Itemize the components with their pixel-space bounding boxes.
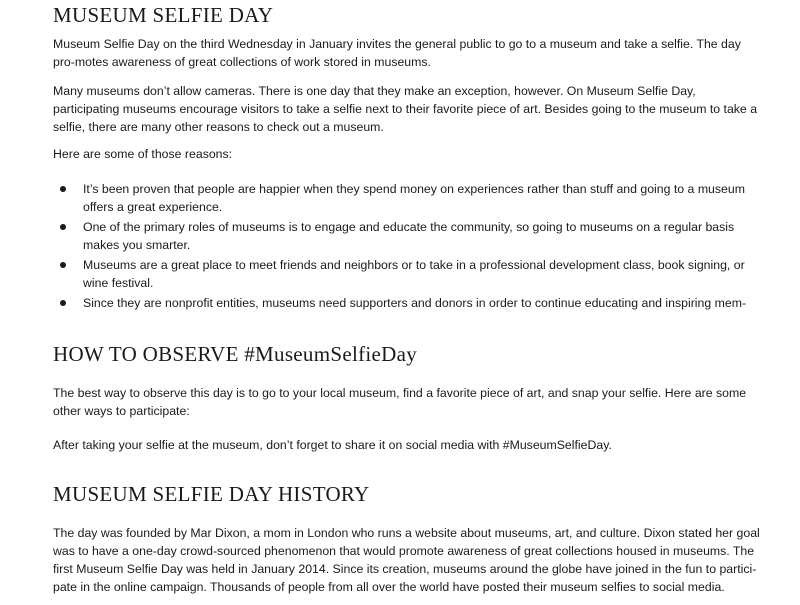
history-paragraph: The day was founded by Mar Dixon, a mom in London who runs a website about museums, art, and culture. Dixon stated her goal was to have a one-day crowd-sourced phenomenon that would promote awareness of great collections housed in museums. The first Museum Selfie Day was held in January 2014. Since its creation, museums around the globe have joined in the fun to partici-pate in the online campaign. Thousands of people from all over the world have posted their museum selfies to social media. (53, 526, 760, 594)
bullet-icon (60, 224, 66, 230)
list-item (53, 256, 765, 292)
reasons-intro-paragraph: Here are some of those reasons: (53, 147, 233, 161)
bullet-icon (60, 300, 66, 306)
list-item-text: One of the primary roles of museums is to engage and educate the community, so going to museums on a regular basis makes you smarter. (83, 220, 735, 252)
cameras-paragraph: Many museums don’t allow cameras. There is one day that they make an exception, however. On Museum Selfie Day, participating museums encourage visitors to take a selfie next to their favorite piece of art. Besides going to the museum to take a selfie, there are many other reasons to check out a museum. (53, 84, 758, 134)
list-item-text: Since they are nonprofit entities, museums need supporters and donors in order to continue educating and inspiring mem- (83, 296, 747, 310)
share-paragraph: After taking your selfie at the museum, don’t forget to share it on social media with #MuseumSelfieDay. (53, 438, 612, 452)
list-item (53, 218, 765, 254)
section-heading-museum-selfie-day: MUSEUM SELFIE DAY (53, 3, 274, 27)
section-heading-how-to-observe: HOW TO OBSERVE #MuseumSelfieDay (53, 342, 418, 366)
reasons-list (53, 180, 765, 314)
observe-paragraph: The best way to observe this day is to go to your local museum, find a favorite piece of art, and snap your selfie. Here are some other ways to participate: (53, 386, 747, 418)
list-item (53, 180, 765, 216)
bullet-icon (60, 186, 66, 192)
section-heading-history: MUSEUM SELFIE DAY HISTORY (53, 482, 370, 506)
list-item-text: Museums are a great place to meet friends and neighbors or to take in a professional development class, book signing, or wine festival. (83, 258, 745, 290)
list-item (53, 294, 765, 312)
bullet-icon (60, 262, 66, 268)
intro-paragraph: Museum Selfie Day on the third Wednesday in January invites the general public to go to a museum and take a selfie. The day pro-motes awareness of great collections of work stored in museums. (53, 37, 741, 69)
list-item-text: It’s been proven that people are happier when they spend money on experiences rather than stuff and going to a museum offers a great experience. (83, 182, 745, 214)
